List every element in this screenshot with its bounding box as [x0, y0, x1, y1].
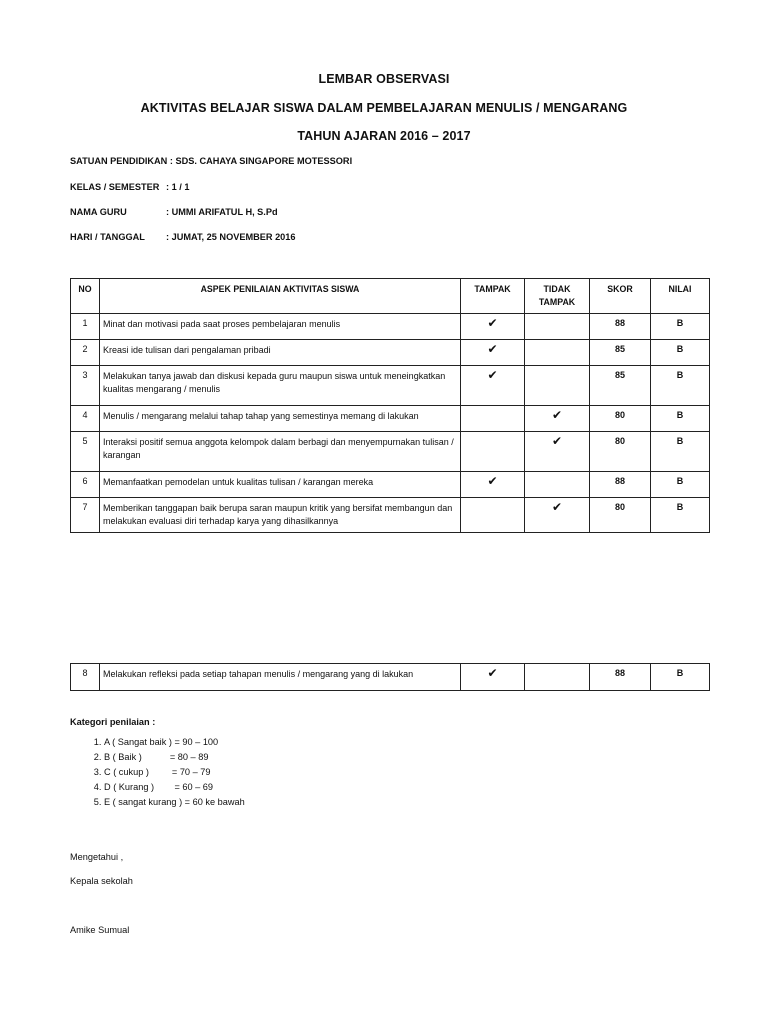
table-row — [71, 406, 710, 432]
row-skor: 80 — [590, 432, 651, 472]
header-no: NO — [71, 279, 100, 314]
row-nilai: B — [651, 340, 710, 366]
kategori-item — [104, 735, 245, 750]
row-no: 7 — [71, 498, 100, 533]
header-tidak-tampak — [525, 279, 590, 314]
tampak-check-icon: ✔ — [461, 664, 525, 691]
table-row — [71, 472, 710, 498]
kategori-item — [104, 750, 245, 765]
table-row — [71, 664, 710, 691]
kategori-item — [104, 765, 245, 780]
academic-year: TAHUN AJARAN 2016 – 2017 — [297, 129, 471, 143]
row-nilai: B — [651, 406, 710, 432]
tampak-cell — [461, 432, 525, 472]
header-aspek: ASPEK PENILAIAN AKTIVITAS SISWA — [100, 279, 461, 314]
observation-table-continued — [70, 663, 710, 691]
row-no: 6 — [71, 472, 100, 498]
kepala-sekolah-text: Kepala sekolah — [70, 876, 133, 886]
row-nilai: B — [651, 498, 710, 533]
kategori-item-text: E ( sangat kurang ) = 60 ke bawah — [104, 797, 245, 807]
signatory-name: Amike Sumual — [70, 925, 130, 935]
kategori-title: Kategori penilaian : — [70, 717, 156, 727]
tidak-tampak-cell — [525, 472, 590, 498]
kategori-item-text: C ( cukup ) = 70 – 79 — [104, 767, 211, 777]
tampak-cell — [461, 406, 525, 432]
info-kelas — [70, 182, 190, 192]
kategori-item — [104, 795, 245, 810]
kategori-list — [70, 735, 245, 810]
row-aspek: Melakukan tanya jawab dan diskusi kepada guru maupun siswa untuk meneingkatkan kualitas mengarang / menulis — [100, 366, 461, 406]
row-nilai: B — [651, 472, 710, 498]
row-no: 8 — [71, 664, 100, 691]
row-aspek: Kreasi ide tulisan dari pengalaman pribadi — [100, 340, 461, 366]
row-aspek: Menulis / mengarang melalui tahap tahap yang semestinya memang di lakukan — [100, 406, 461, 432]
info-hari — [70, 232, 296, 242]
tidak-tampak-check-icon: ✔ — [525, 498, 590, 533]
tampak-check-icon: ✔ — [461, 366, 525, 406]
guru-label: NAMA GURU — [70, 207, 127, 217]
tampak-check-icon: ✔ — [461, 340, 525, 366]
header-nilai: NILAI — [651, 279, 710, 314]
table-row — [71, 432, 710, 472]
row-no: 5 — [71, 432, 100, 472]
header-tampak-2: TAMPAK — [538, 297, 576, 307]
row-no: 2 — [71, 340, 100, 366]
info-satuan — [70, 156, 352, 166]
row-aspek: Melakukan refleksi pada setiap tahapan menulis / mengarang yang di lakukan — [100, 664, 461, 691]
row-skor: 88 — [590, 664, 651, 691]
tidak-tampak-cell — [525, 340, 590, 366]
row-nilai: B — [651, 366, 710, 406]
kategori-item-text: D ( Kurang ) = 60 – 69 — [104, 782, 214, 792]
row-no: 1 — [71, 314, 100, 340]
tidak-tampak-cell — [525, 664, 590, 691]
header-tampak: TAMPAK — [461, 279, 525, 314]
row-nilai: B — [651, 664, 710, 691]
row-aspek: Memberikan tanggapan baik berupa saran maupun kritik yang bersifat membangun dan melakukan evaluasi diri terhadap karya yang dihasilkannya — [100, 498, 461, 533]
kategori-item-text: A ( Sangat baik ) = 90 – 100 — [104, 737, 219, 747]
kelas-value: : 1 / 1 — [166, 182, 190, 192]
doc-subtitle: AKTIVITAS BELAJAR SISWA DALAM PEMBELAJARAN MENULIS / MENGARANG — [140, 101, 628, 115]
table-row — [71, 366, 710, 406]
table-header-row — [71, 279, 710, 314]
satuan-text: SATUAN PENDIDIKAN : SDS. CAHAYA SINGAPORE MOTESSORI — [70, 156, 353, 166]
info-guru — [70, 207, 278, 217]
table-row — [71, 340, 710, 366]
hari-value: : JUMAT, 25 NOVEMBER 2016 — [166, 232, 296, 242]
row-skor: 85 — [590, 340, 651, 366]
row-skor: 88 — [590, 314, 651, 340]
header-tidak: TIDAK — [543, 284, 571, 294]
row-aspek: Interaksi positif semua anggota kelompok dalam berbagi dan menyempurnakan tulisan / karangan — [100, 432, 461, 472]
row-skor: 88 — [590, 472, 651, 498]
guru-value: : UMMI ARIFATUL H, S.Pd — [166, 207, 278, 217]
kategori-item — [104, 780, 245, 795]
tampak-check-icon: ✔ — [461, 314, 525, 340]
header-skor: SKOR — [590, 279, 651, 314]
row-aspek: Minat dan motivasi pada saat proses pembelajaran menulis — [100, 314, 461, 340]
kelas-label: KELAS / SEMESTER — [70, 182, 160, 192]
row-aspek: Memanfaatkan pemodelan untuk kualitas tulisan / karangan mereka — [100, 472, 461, 498]
table-row — [71, 498, 710, 533]
tampak-cell — [461, 498, 525, 533]
row-skor: 80 — [590, 498, 651, 533]
tampak-check-icon: ✔ — [461, 472, 525, 498]
row-nilai: B — [651, 432, 710, 472]
row-no: 4 — [71, 406, 100, 432]
row-nilai: B — [651, 314, 710, 340]
tidak-tampak-cell — [525, 314, 590, 340]
tidak-tampak-check-icon: ✔ — [525, 406, 590, 432]
observation-table — [70, 278, 710, 533]
table-row — [71, 314, 710, 340]
kategori-item-text: B ( Baik ) = 80 – 89 — [104, 752, 209, 762]
mengetahui-text: Mengetahui , — [70, 852, 124, 862]
row-skor: 80 — [590, 406, 651, 432]
tidak-tampak-check-icon: ✔ — [525, 432, 590, 472]
tidak-tampak-cell — [525, 366, 590, 406]
row-skor: 85 — [590, 366, 651, 406]
hari-label: HARI / TANGGAL — [70, 232, 145, 242]
row-no: 3 — [71, 366, 100, 406]
doc-title: LEMBAR OBSERVASI — [318, 72, 450, 86]
